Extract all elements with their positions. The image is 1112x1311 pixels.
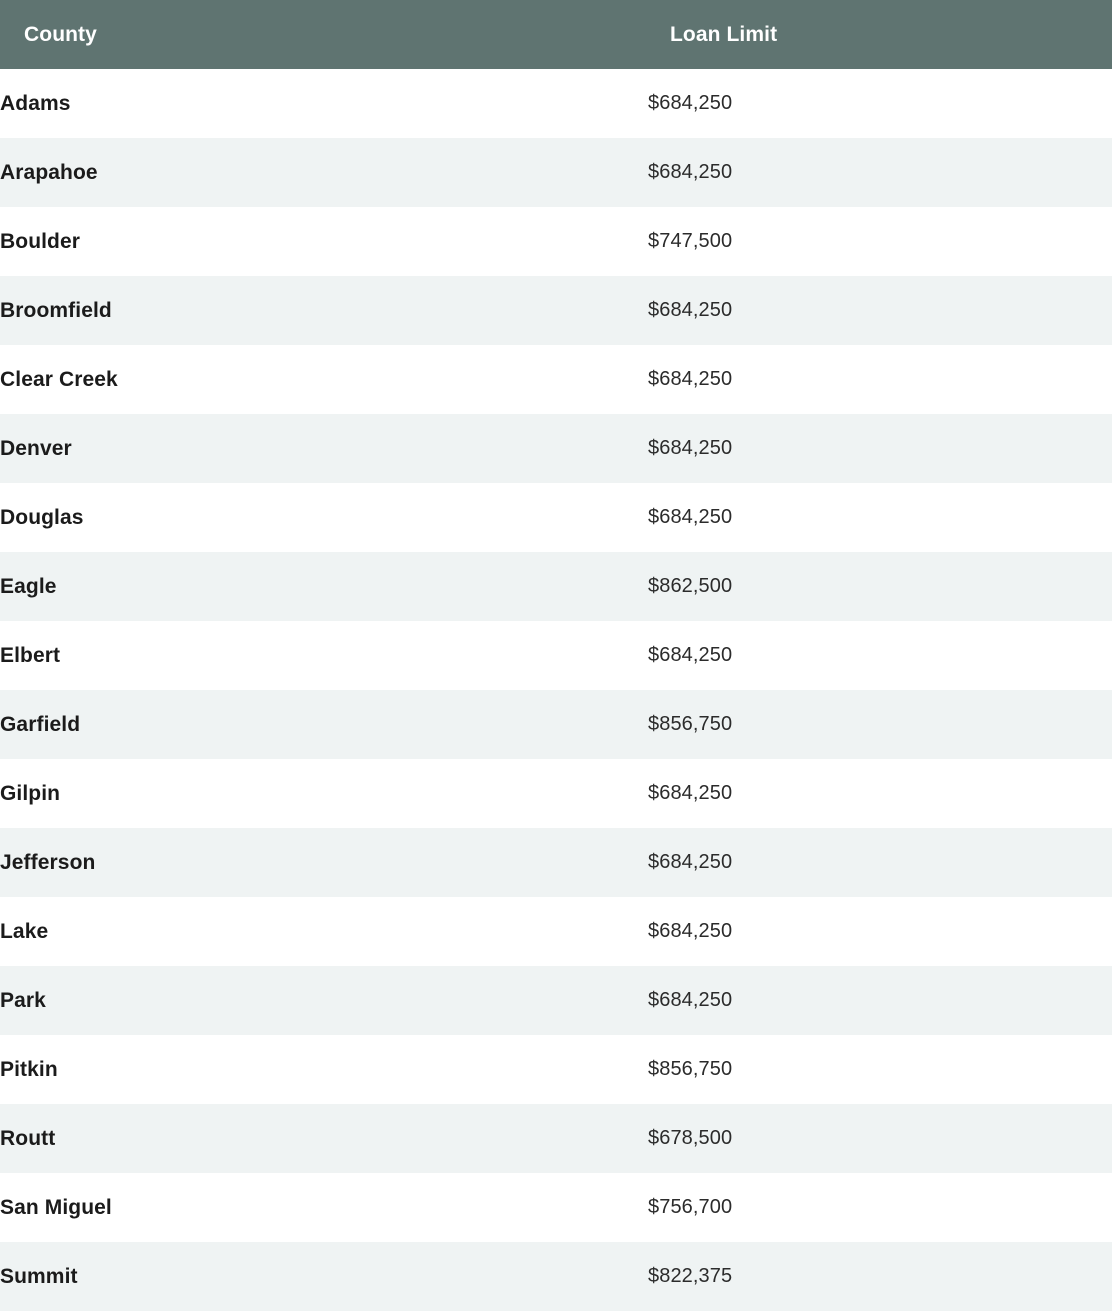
table-row	[0, 138, 1112, 207]
table-row	[0, 276, 1112, 345]
cell-county: Broomfield	[0, 298, 112, 322]
cell-loan-limit: $684,250	[648, 506, 733, 528]
table-row	[0, 1104, 1112, 1173]
cell-loan-limit: $684,250	[648, 161, 733, 183]
cell-county: Douglas	[0, 505, 84, 529]
cell-county: Garfield	[0, 712, 81, 736]
cell-loan-limit: $684,250	[648, 299, 733, 321]
cell-county: San Miguel	[0, 1195, 112, 1219]
cell-county: Pitkin	[0, 1057, 58, 1081]
table-row	[0, 759, 1112, 828]
table-row	[0, 897, 1112, 966]
cell-county: Boulder	[0, 229, 81, 253]
cell-county: Jefferson	[0, 850, 96, 874]
table-header	[0, 0, 1112, 69]
table-row	[0, 414, 1112, 483]
table-row	[0, 483, 1112, 552]
table-row	[0, 1242, 1112, 1311]
cell-county: Clear Creek	[0, 367, 118, 391]
cell-loan-limit: $684,250	[648, 92, 733, 114]
cell-loan-limit: $684,250	[648, 782, 733, 804]
cell-loan-limit: $684,250	[648, 920, 733, 942]
cell-loan-limit: $678,500	[648, 1127, 733, 1149]
table-row	[0, 966, 1112, 1035]
cell-county: Lake	[0, 919, 49, 943]
table-row	[0, 690, 1112, 759]
cell-loan-limit: $684,250	[648, 437, 733, 459]
cell-county: Gilpin	[0, 781, 61, 805]
table-row	[0, 1173, 1112, 1242]
cell-county: Routt	[0, 1126, 56, 1150]
cell-county: Park	[0, 988, 46, 1012]
cell-loan-limit: $684,250	[648, 989, 733, 1011]
cell-loan-limit: $756,700	[648, 1196, 733, 1218]
table-body	[0, 69, 1112, 1311]
cell-loan-limit: $747,500	[648, 230, 733, 252]
cell-loan-limit: $862,500	[648, 575, 733, 597]
cell-loan-limit: $684,250	[648, 368, 733, 390]
cell-loan-limit: $856,750	[648, 713, 733, 735]
table-row	[0, 552, 1112, 621]
cell-loan-limit: $822,375	[648, 1265, 733, 1287]
cell-county: Summit	[0, 1264, 78, 1288]
table-row	[0, 1035, 1112, 1104]
cell-county: Denver	[0, 436, 72, 460]
cell-county: Eagle	[0, 574, 57, 598]
table-row	[0, 345, 1112, 414]
table-header-row	[0, 0, 1112, 69]
table-row	[0, 69, 1112, 138]
column-header-loan-limit: Loan Limit	[648, 0, 1112, 69]
table-row	[0, 621, 1112, 690]
table-row	[0, 828, 1112, 897]
cell-county: Elbert	[0, 643, 61, 667]
cell-loan-limit: $684,250	[648, 644, 733, 666]
cell-county: Adams	[0, 91, 71, 115]
cell-loan-limit: $856,750	[648, 1058, 733, 1080]
cell-county: Arapahoe	[0, 160, 98, 184]
column-header-county: County	[0, 0, 648, 69]
cell-loan-limit: $684,250	[648, 851, 733, 873]
table-row	[0, 207, 1112, 276]
